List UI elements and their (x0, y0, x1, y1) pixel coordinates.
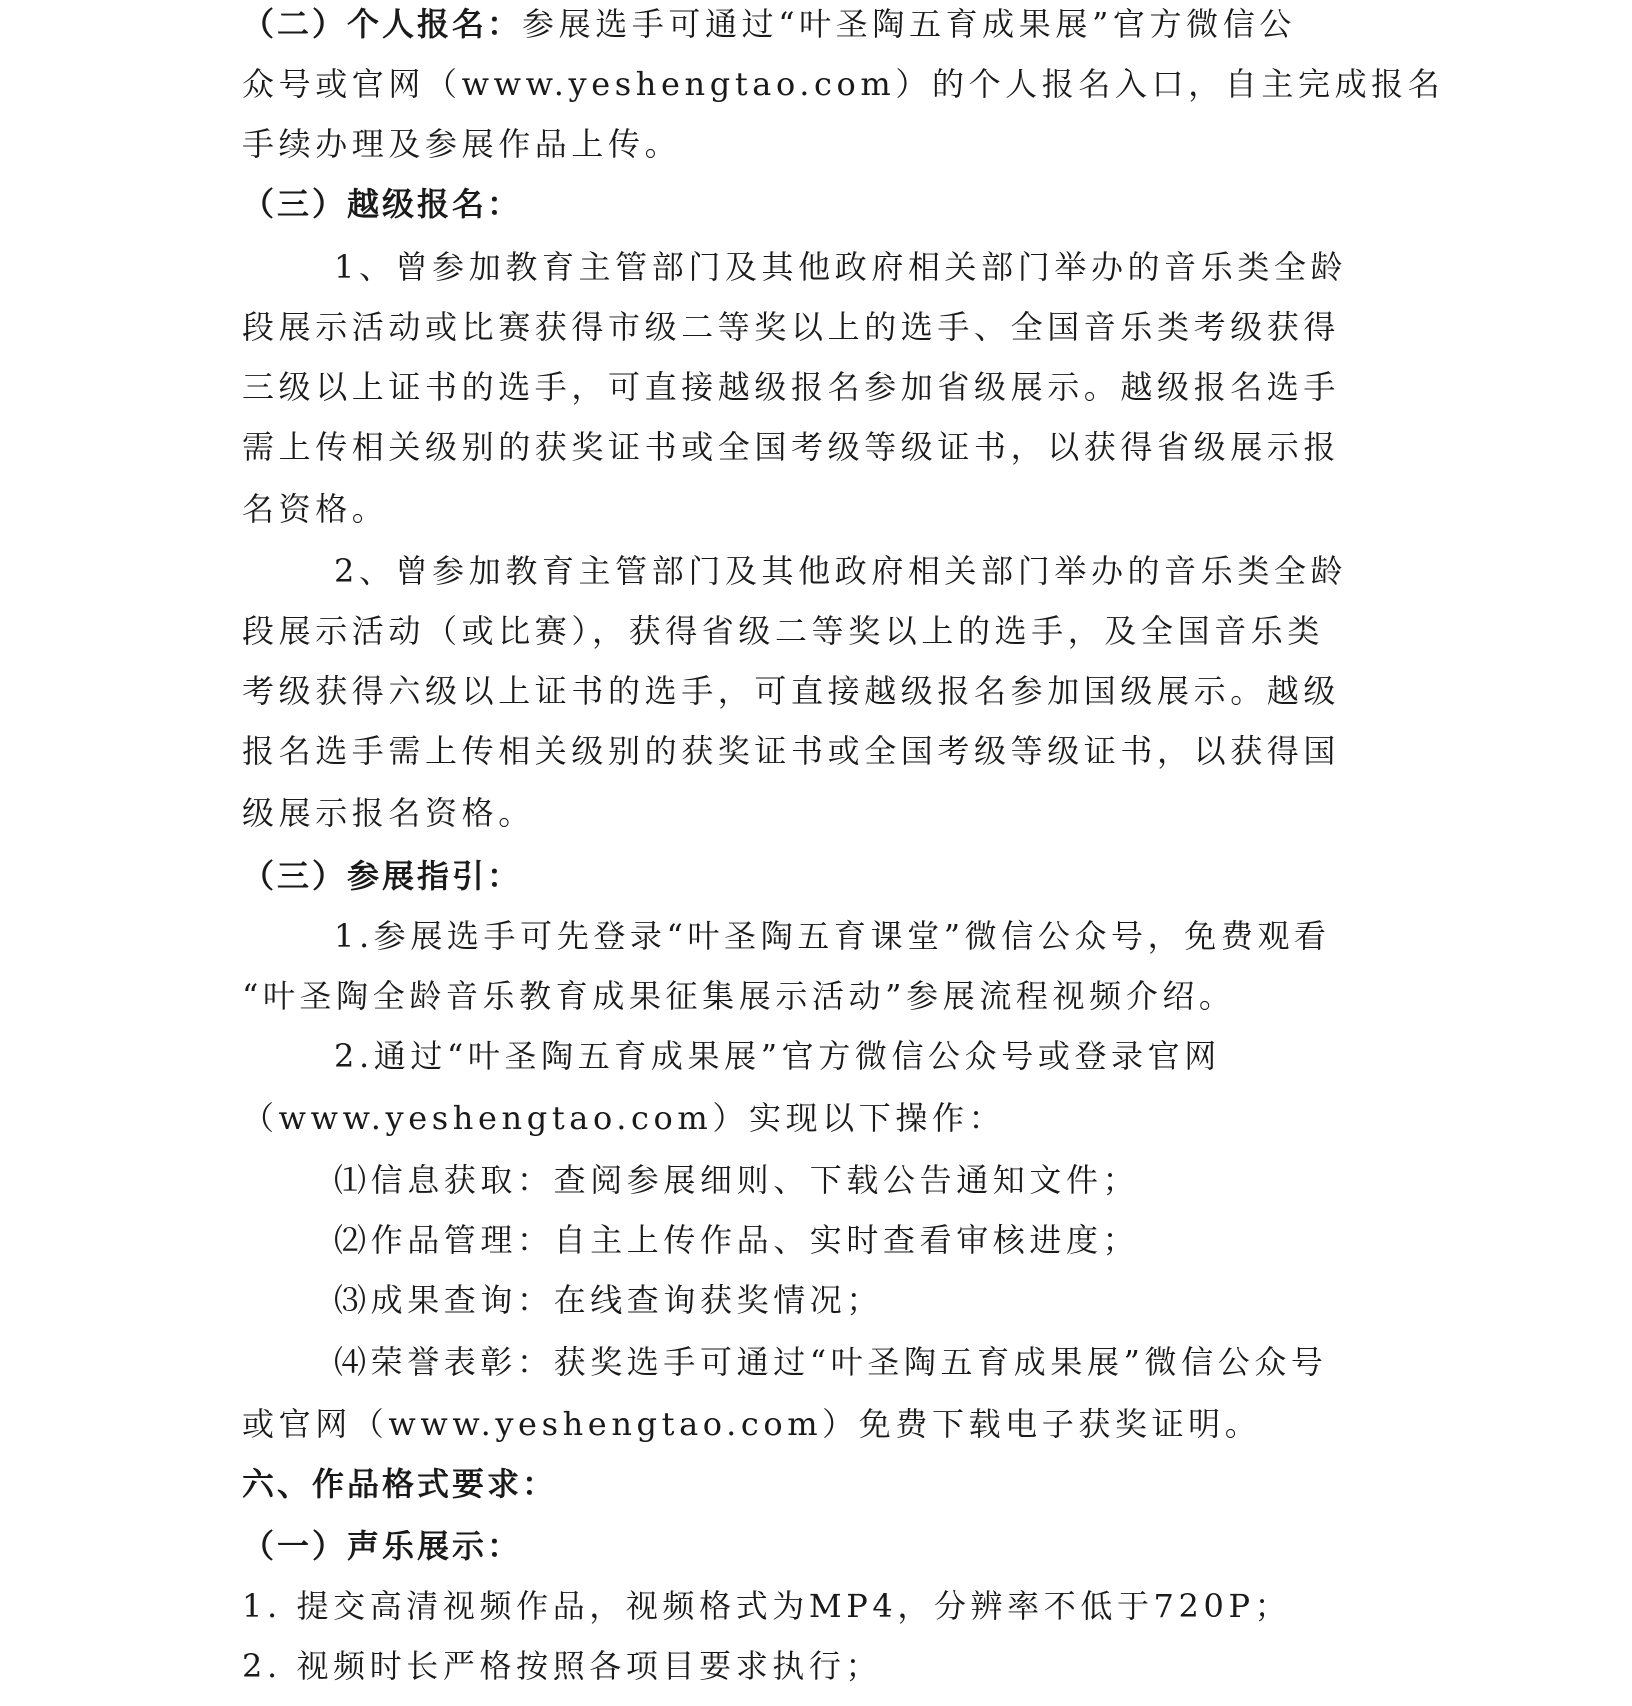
guide-item-results: ⑶成果查询：在线查询获奖情况； (334, 1281, 884, 1319)
skip-p2-line-2: 段展示活动（或比赛），获得省级二等奖以上的选手，及全国音乐类 (242, 612, 1325, 650)
guide-item-works: ⑵作品管理：自主上传作品、实时查看审核进度； (334, 1221, 1140, 1259)
skip-p2-line-4: 报名选手需上传相关级别的获奖证书或全国考级等级证书，以获得国 (242, 732, 1341, 770)
guide-g2-line-2: （www.yeshengtao.com）实现以下操作： (242, 1099, 1006, 1137)
vocal-requirement-2: 2. 视频时长严格按照各项目要求执行； (242, 1647, 883, 1685)
vocal-showcase-heading: （一）声乐展示： (242, 1527, 523, 1565)
personal-registration-heading: （二）个人报名： (242, 5, 523, 43)
skip-p2-line-5: 级展示报名资格。 (242, 794, 535, 832)
personal-registration-text: 参展选手可通过“叶圣陶五育成果展”官方微信公 (522, 5, 1296, 43)
vocal-requirement-1: 1. 提交高清视频作品，视频格式为MP4，分辨率不低于720P； (242, 1587, 1292, 1625)
skip-registration-heading: （三）越级报名： (242, 185, 523, 223)
skip-p1-line-1: 1、曾参加教育主管部门及其他政府相关部门举办的音乐类全龄 (334, 248, 1348, 286)
skip-p1-line-4: 需上传相关级别的获奖证书或全国考级等级证书，以获得省级展示报 (242, 428, 1341, 466)
guide-item-honors-cont: 或官网（www.yeshengtao.com）免费下载电子获奖证明。 (242, 1405, 1262, 1443)
guide-heading: （三）参展指引： (242, 857, 523, 895)
skip-p2-line-1: 2、曾参加教育主管部门及其他政府相关部门举办的音乐类全龄 (334, 552, 1348, 590)
guide-item-honors: ⑷荣誉表彰：获奖选手可通过“叶圣陶五育成果展”微信公众号 (334, 1343, 1328, 1381)
guide-item-info: ⑴信息获取：查阅参展细则、下载公告通知文件； (334, 1161, 1140, 1199)
guide-g1-line-1: 1.参展选手可先登录“叶圣陶五育课堂”微信公众号，免费观看 (334, 917, 1331, 955)
skip-p2-line-3: 考级获得六级以上证书的选手，可直接越级报名参加国级展示。越级 (242, 672, 1341, 710)
skip-p1-line-5: 名资格。 (242, 490, 389, 528)
guide-g2-line-1: 2.通过“叶圣陶五育成果展”官方微信公众号或登录官网 (334, 1037, 1221, 1075)
skip-p1-line-3: 三级以上证书的选手，可直接越级报名参加省级展示。越级报名选手 (242, 368, 1341, 406)
format-requirements-heading: 六、作品格式要求： (242, 1465, 558, 1503)
skip-p1-line-2: 段展示活动或比赛获得市级二等奖以上的选手、全国音乐类考级获得 (242, 308, 1341, 346)
personal-registration-line-1 (242, 4, 1296, 44)
personal-registration-line-3: 手续办理及参展作品上传。 (242, 125, 682, 163)
guide-g1-line-2: “叶圣陶全龄音乐教育成果征集展示活动”参展流程视频介绍。 (242, 977, 1236, 1015)
personal-registration-line-2: 众号或官网（www.yeshengtao.com）的个人报名入口，自主完成报名 (242, 65, 1445, 103)
